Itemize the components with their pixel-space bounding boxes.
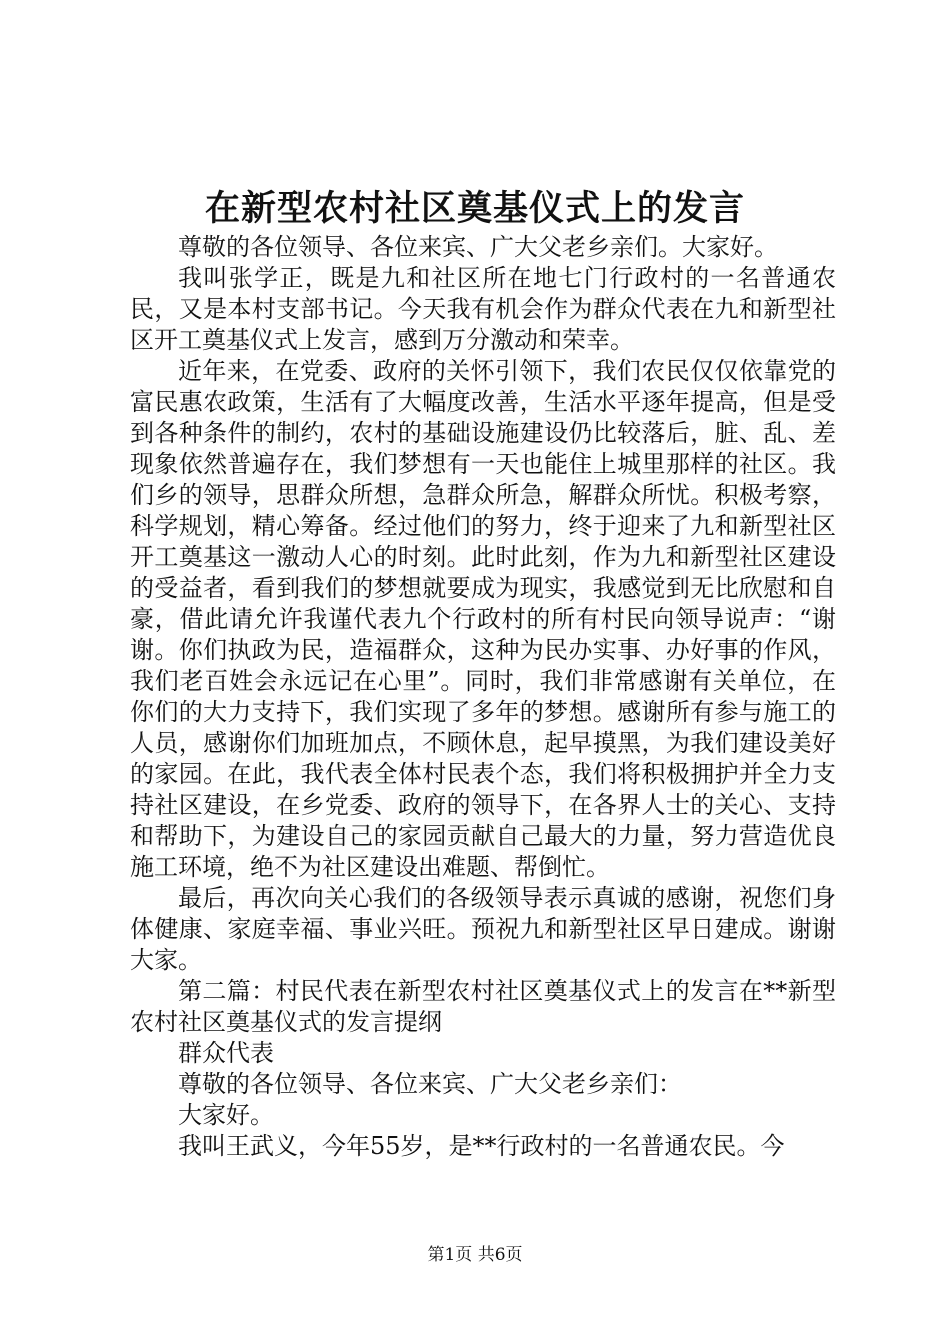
paragraph-second-article-heading: 第二篇：村民代表在新型农村社区奠基仪式上的发言在**新型农村社区奠基仪式的发言提纲: [130, 977, 836, 1036]
paragraph-speaker-role: 群众代表: [178, 1039, 274, 1067]
paragraph-introduction: 我叫张学正，既是九和社区所在地七门行政村的一名普通农民，又是本村支部书记。今天我有机会作为群众代表在九和新型社区开工奠基仪式上发言，感到万分激动和荣幸。: [130, 264, 836, 354]
document-title: 在新型农村社区奠基仪式上的发言: [204, 188, 745, 229]
page-number-footer: 第1页 共6页: [427, 1245, 523, 1265]
paragraph-second-greeting: 尊敬的各位领导、各位来宾、广大父老乡亲们：: [178, 1070, 682, 1098]
paragraph-hello: 大家好。: [178, 1101, 274, 1129]
paragraph-main-speech: 近年来，在党委、政府的关怀引领下，我们农民仅仅依靠党的富民惠农政策，生活有了大幅度改善，生活水平逐年提高，但是受到各种条件的制约，农村的基础设施建设仍比较落后，脏、乱、差现象依然普遍存在，我们梦想有一天也能住上城里那样的社区。我们乡的领导，思群众所想，急群众所急，解群众所忧。积极考察，科学规划，精心筹备。经过他们的努力，终于迎来了九和新型社区开工奠基这一激动人心的时刻。此时此刻，作为九和新型社区建设的受益者，看到我们的梦想就要成为现实，我感觉到无比欣慰和自豪，借此请允许我谨代表九个行政村的所有村民向领导说声：“谢谢。你们执政为民，造福群众，这种为民办实事、办好事的作风，我们老百姓会永远记在心里”。同时，我们非常感谢有关单位，在你们的大力支持下，我们实现了多年的梦想。感谢所有参与施工的人员，感谢你们加班加点，不顾休息，起早摸黑，为我们建设美好的家园。在此，我代表全体村民表个态，我们将积极拥护并全力支持社区建设，在乡党委、政府的领导下，在各界人士的关心、支持和帮助下，为建设自己的家园贡献自己最大的力量，努力营造优良施工环境，绝不为社区建设出难题、帮倒忙。: [130, 357, 836, 881]
paragraph-closing: 最后，再次向关心我们的各级领导表示真诚的感谢，祝您们身体健康、家庭幸福、事业兴旺。预祝九和新型社区早日建成。谢谢大家。: [130, 884, 836, 974]
paragraph-second-introduction: 我叫王武义，今年55岁，是**行政村的一名普通农民。今: [178, 1132, 785, 1160]
paragraph-greeting: 尊敬的各位领导、各位来宾、广大父老乡亲们。大家好。: [178, 233, 778, 261]
document-body: [130, 232, 836, 1162]
